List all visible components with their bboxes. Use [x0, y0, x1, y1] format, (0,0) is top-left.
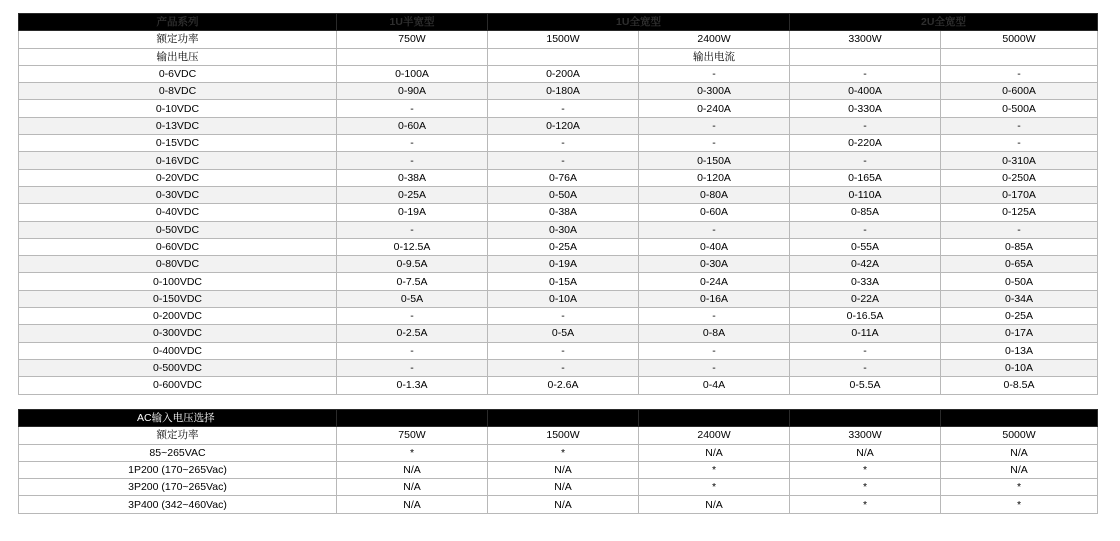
empty-cell	[941, 410, 1098, 427]
value-cell: 0-15A	[488, 273, 639, 290]
voltage-label: 0-16VDC	[19, 152, 337, 169]
value-cell: -	[337, 152, 488, 169]
value-cell: -	[337, 100, 488, 117]
value-cell: -	[488, 100, 639, 117]
voltage-label: 0-20VDC	[19, 169, 337, 186]
value-cell: 0-2.6A	[488, 377, 639, 394]
voltage-label: 0-200VDC	[19, 308, 337, 325]
value-cell: -	[337, 135, 488, 152]
value-cell: 0-60A	[639, 204, 790, 221]
value-cell: N/A	[941, 461, 1098, 478]
power-cell: 2400W	[639, 427, 790, 444]
voltage-label: 85~265VAC	[19, 444, 337, 461]
value-cell: N/A	[639, 444, 790, 461]
product-series-header: 产品系列	[19, 14, 337, 31]
value-cell: -	[337, 221, 488, 238]
value-cell: -	[639, 65, 790, 82]
table-row	[19, 83, 1098, 100]
voltage-label: 0-40VDC	[19, 204, 337, 221]
table-row	[19, 461, 1098, 478]
value-cell: 0-240A	[639, 100, 790, 117]
value-cell: 0-5.5A	[790, 377, 941, 394]
value-cell: *	[488, 444, 639, 461]
power-label: 额定功率	[19, 427, 337, 444]
value-cell: N/A	[337, 496, 488, 513]
voltage-label: 0-500VDC	[19, 359, 337, 376]
empty-cell	[337, 410, 488, 427]
value-cell: 0-50A	[488, 186, 639, 203]
value-cell: 0-38A	[337, 169, 488, 186]
power-cell: 5000W	[941, 427, 1098, 444]
value-cell: 0-25A	[488, 238, 639, 255]
table-row	[19, 479, 1098, 496]
table-row	[19, 100, 1098, 117]
value-cell: N/A	[941, 444, 1098, 461]
value-cell: 0-80A	[639, 186, 790, 203]
value-cell: -	[488, 342, 639, 359]
voltage-label: 0-15VDC	[19, 135, 337, 152]
value-cell: 0-120A	[639, 169, 790, 186]
value-cell: 0-10A	[941, 359, 1098, 376]
value-cell: 0-11A	[790, 325, 941, 342]
value-cell: 0-250A	[941, 169, 1098, 186]
voltage-label: 0-400VDC	[19, 342, 337, 359]
value-cell: N/A	[488, 461, 639, 478]
voltage-label: 3P200 (170~265Vac)	[19, 479, 337, 496]
value-cell: 0-19A	[337, 204, 488, 221]
value-cell: 0-55A	[790, 238, 941, 255]
series-1u-full-header: 1U全宽型	[488, 14, 790, 31]
value-cell: 0-5A	[488, 325, 639, 342]
value-cell: 0-65A	[941, 256, 1098, 273]
table-row	[19, 377, 1098, 394]
value-cell: 0-4A	[639, 377, 790, 394]
value-cell: 0-165A	[790, 169, 941, 186]
table-row	[19, 238, 1098, 255]
value-cell: 0-150A	[639, 152, 790, 169]
voltage-rows	[19, 65, 1098, 394]
table-row	[19, 186, 1098, 203]
table-row	[19, 256, 1098, 273]
value-cell: -	[941, 135, 1098, 152]
value-cell: *	[639, 461, 790, 478]
voltage-label: 0-30VDC	[19, 186, 337, 203]
table-row	[19, 221, 1098, 238]
value-cell: N/A	[337, 461, 488, 478]
empty-cell	[488, 410, 639, 427]
voltage-label: 0-6VDC	[19, 65, 337, 82]
value-cell: 0-17A	[941, 325, 1098, 342]
empty-cell	[790, 48, 941, 65]
power-cell: 1500W	[488, 427, 639, 444]
voltage-label: 0-10VDC	[19, 100, 337, 117]
value-cell: 0-310A	[941, 152, 1098, 169]
value-cell: -	[337, 342, 488, 359]
voltage-label: 0-150VDC	[19, 290, 337, 307]
voltage-label: 0-60VDC	[19, 238, 337, 255]
value-cell: 0-16A	[639, 290, 790, 307]
table-row	[19, 117, 1098, 134]
value-cell: -	[337, 359, 488, 376]
table-row	[19, 308, 1098, 325]
value-cell: 0-300A	[639, 83, 790, 100]
output-spec-table	[18, 13, 1098, 395]
value-cell: -	[639, 135, 790, 152]
empty-cell	[337, 48, 488, 65]
table-row	[19, 65, 1098, 82]
voltage-label: 0-100VDC	[19, 273, 337, 290]
value-cell: *	[337, 444, 488, 461]
voltage-label: 0-8VDC	[19, 83, 337, 100]
power-cell: 1500W	[488, 31, 639, 48]
value-cell: 0-13A	[941, 342, 1098, 359]
value-cell: 0-5A	[337, 290, 488, 307]
output-current-label: 输出电流	[639, 48, 790, 65]
value-cell: 0-7.5A	[337, 273, 488, 290]
series-1u-half-header: 1U半宽型	[337, 14, 488, 31]
value-cell: 0-42A	[790, 256, 941, 273]
value-cell: 0-8A	[639, 325, 790, 342]
value-cell: -	[337, 308, 488, 325]
value-cell: 0-30A	[639, 256, 790, 273]
value-cell: -	[639, 342, 790, 359]
value-cell: 0-8.5A	[941, 377, 1098, 394]
value-cell: -	[639, 359, 790, 376]
value-cell: 0-24A	[639, 273, 790, 290]
value-cell: 0-22A	[790, 290, 941, 307]
table-row	[19, 290, 1098, 307]
voltage-label: 0-600VDC	[19, 377, 337, 394]
power-row	[19, 31, 1098, 48]
value-cell: 0-50A	[941, 273, 1098, 290]
value-cell: -	[941, 117, 1098, 134]
value-cell: -	[639, 308, 790, 325]
table-row	[19, 359, 1098, 376]
ac-input-table	[18, 409, 1098, 514]
value-cell: 0-125A	[941, 204, 1098, 221]
series-header-row	[19, 14, 1098, 31]
value-cell: 0-400A	[790, 83, 941, 100]
value-cell: -	[488, 359, 639, 376]
value-cell: 0-33A	[790, 273, 941, 290]
value-cell: *	[790, 461, 941, 478]
value-cell: 0-25A	[337, 186, 488, 203]
value-cell: 0-2.5A	[337, 325, 488, 342]
value-cell: -	[941, 65, 1098, 82]
value-cell: -	[488, 152, 639, 169]
ac-input-title: AC输入电压选择	[19, 410, 337, 427]
power-cell: 750W	[337, 31, 488, 48]
voltage-label: 3P400 (342~460Vac)	[19, 496, 337, 513]
table-row	[19, 444, 1098, 461]
voltage-label: 0-80VDC	[19, 256, 337, 273]
value-cell: -	[790, 152, 941, 169]
empty-cell	[639, 410, 790, 427]
value-cell: -	[639, 117, 790, 134]
table-row	[19, 135, 1098, 152]
table-row	[19, 169, 1098, 186]
value-cell: -	[488, 135, 639, 152]
value-cell: -	[639, 221, 790, 238]
voltage-label: 0-300VDC	[19, 325, 337, 342]
value-cell: 0-120A	[488, 117, 639, 134]
table-row	[19, 496, 1098, 513]
value-cell: 0-1.3A	[337, 377, 488, 394]
value-cell: *	[639, 479, 790, 496]
table-row	[19, 152, 1098, 169]
table-row	[19, 273, 1098, 290]
value-cell: 0-76A	[488, 169, 639, 186]
voltage-label: 0-13VDC	[19, 117, 337, 134]
value-cell: 0-170A	[941, 186, 1098, 203]
value-cell: 0-180A	[488, 83, 639, 100]
value-cell: 0-200A	[488, 65, 639, 82]
value-cell: 0-600A	[941, 83, 1098, 100]
value-cell: -	[790, 117, 941, 134]
power-cell: 5000W	[941, 31, 1098, 48]
value-cell: 0-90A	[337, 83, 488, 100]
value-cell: -	[941, 221, 1098, 238]
empty-cell	[488, 48, 639, 65]
power-label: 额定功率	[19, 31, 337, 48]
value-cell: -	[790, 221, 941, 238]
value-cell: 0-100A	[337, 65, 488, 82]
table-row	[19, 342, 1098, 359]
power-cell: 3300W	[790, 31, 941, 48]
series-2u-full-header: 2U全宽型	[790, 14, 1098, 31]
value-cell: 0-9.5A	[337, 256, 488, 273]
value-cell: 0-25A	[941, 308, 1098, 325]
power-row	[19, 427, 1098, 444]
value-cell: 0-10A	[488, 290, 639, 307]
power-cell: 750W	[337, 427, 488, 444]
table-row	[19, 204, 1098, 221]
value-cell: N/A	[639, 496, 790, 513]
value-cell: 0-16.5A	[790, 308, 941, 325]
value-cell: *	[790, 496, 941, 513]
power-cell: 2400W	[639, 31, 790, 48]
value-cell: N/A	[488, 479, 639, 496]
empty-cell	[941, 48, 1098, 65]
value-cell: 0-85A	[790, 204, 941, 221]
value-cell: *	[790, 479, 941, 496]
value-cell: *	[941, 496, 1098, 513]
ac-input-rows	[19, 444, 1098, 513]
voltage-label: 1P200 (170~265Vac)	[19, 461, 337, 478]
section-row	[19, 48, 1098, 65]
value-cell: 0-19A	[488, 256, 639, 273]
value-cell: 0-38A	[488, 204, 639, 221]
value-cell: N/A	[337, 479, 488, 496]
value-cell: 0-110A	[790, 186, 941, 203]
value-cell: 0-330A	[790, 100, 941, 117]
value-cell: 0-12.5A	[337, 238, 488, 255]
value-cell: -	[790, 359, 941, 376]
value-cell: *	[941, 479, 1098, 496]
value-cell: 0-30A	[488, 221, 639, 238]
voltage-label: 0-50VDC	[19, 221, 337, 238]
value-cell: 0-220A	[790, 135, 941, 152]
value-cell: 0-34A	[941, 290, 1098, 307]
value-cell: 0-500A	[941, 100, 1098, 117]
value-cell: 0-60A	[337, 117, 488, 134]
table-row	[19, 325, 1098, 342]
value-cell: N/A	[790, 444, 941, 461]
value-cell: -	[790, 65, 941, 82]
value-cell: 0-40A	[639, 238, 790, 255]
output-voltage-label: 输出电压	[19, 48, 337, 65]
value-cell: -	[488, 308, 639, 325]
value-cell: N/A	[488, 496, 639, 513]
power-cell: 3300W	[790, 427, 941, 444]
value-cell: 0-85A	[941, 238, 1098, 255]
ac-input-header-row	[19, 410, 1098, 427]
empty-cell	[790, 410, 941, 427]
value-cell: -	[790, 342, 941, 359]
